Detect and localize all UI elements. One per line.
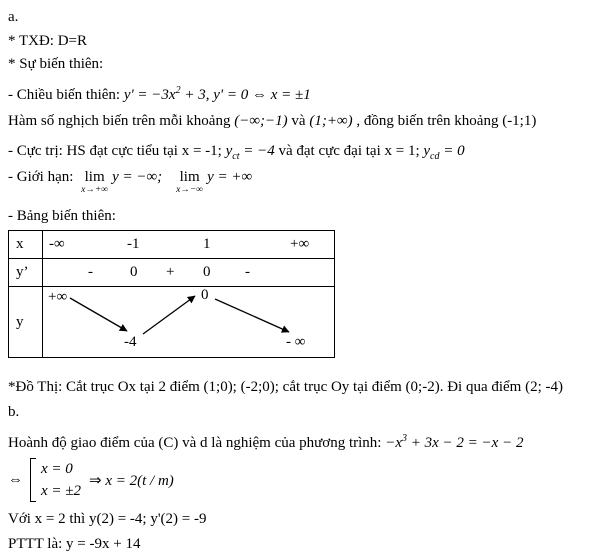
left-bracket [30,458,36,502]
interval-2: (1;+∞) [309,113,353,129]
row-yprime-values [43,259,334,286]
implication [89,471,174,490]
derivative-formula: y' = −3x [123,87,176,103]
x-pos-inf: +∞ [290,236,310,252]
row-y-header: y [9,287,43,357]
line-cuc-tri [8,136,592,166]
line-pttt: PTTT là: y = -9x + 14 [8,536,141,552]
variation-table [8,230,335,358]
x-minus-1: -1 [127,236,140,252]
case-1: x = 0 [41,461,73,477]
gioi-han-label: - Giới hạn: [8,169,78,185]
and-text: và [287,113,310,129]
limit-2 [176,170,203,196]
table-row-y [9,287,334,357]
yprime-sign-2: + [166,264,175,280]
limit-2-result: y = +∞ [207,169,253,185]
yprime-sign-3: - [245,264,250,280]
x-neg-inf: -∞ [49,236,65,252]
y-ct-var: y [225,143,233,159]
monotonicity-text-rest: , đồng biến trên khoảng (-1;1) [352,113,537,129]
interval-1: (−∞;−1) [234,113,288,129]
table-row-yprime [9,259,334,287]
line-voi-x2: Với x = 2 thì y(2) = -4; y'(2) = -9 [8,511,207,527]
solution-cases [41,458,81,502]
cubic-equation-rest: + 3x − 2 = −x − 2 [407,435,524,451]
line-part-b: b. [8,404,20,420]
row-x-values [43,231,334,258]
line-monotonicity [8,106,592,136]
row-yprime-header: y’ [9,259,43,286]
line-do-thi: *Đồ Thị: Cắt trục Ox tại 2 điểm (1;0); (-2;0); cắt trục Oy tại điểm (0;-2). Đi qua điểm (2; -4) [8,379,563,395]
row-x-header: x [9,231,43,258]
lim-1-under: x→+∞ [81,185,109,195]
y-min-value: -4 [124,334,137,350]
y-cd-var: y [423,143,431,159]
exponent: 2 [175,85,181,96]
cd-subscript: cd [430,151,440,162]
y-cd-value: = 0 [439,143,465,159]
line-hoanh-do [8,424,592,454]
line-chieu-bien-thien [8,76,592,106]
cuc-dai-text: và đạt cực đại tại x = 1; [278,143,424,159]
case-2: x = ±2 [41,483,82,499]
derivative-formula-rest: + 3, y' = 0 ⇔ x = ±1 [180,87,311,103]
implication-expr: x = 2(t / m) [105,472,174,489]
hoanh-do-text: Hoành độ giao điểm của (C) và d là nghiệm của phương trình: [8,435,386,451]
y-ct-value: = −4 [239,143,279,159]
line-su-bien-thien: * Sự biến thiên: [8,56,104,72]
lim-word: lim [84,169,105,185]
monotonicity-text: Hàm số nghịch biến trên mỗi khoảng [8,113,235,129]
lim-word: lim [179,169,200,185]
lim-2-under: x→−∞ [176,185,204,195]
implies-symbol: ⇒ [89,472,106,489]
line-domain: * TXĐ: D=R [8,33,88,49]
line-gioi-han [8,166,592,204]
yprime-zero-2: 0 [203,264,211,280]
iff-symbol: ⇔ [8,471,23,488]
line-part-a: a. [8,9,19,25]
y-max-value: 0 [201,287,209,303]
yprime-zero-1: 0 [130,264,138,280]
solution-system [8,454,592,506]
limit-1-result: y = −∞; [112,169,163,185]
cubic-equation: −x [385,435,403,451]
line-bbt-label: - Bảng biến thiên: [8,208,116,224]
y-pos-inf: +∞ [48,289,68,305]
ct-subscript: ct [232,151,240,162]
chieu-bien-thien-label: - Chiều biến thiên: [8,87,124,103]
yprime-sign-1: - [88,264,93,280]
x-plus-1: 1 [203,236,211,252]
cubic-exponent: 3 [402,433,408,444]
row-y-values [43,287,334,357]
y-neg-inf: - ∞ [286,334,306,350]
limit-1 [81,170,108,196]
cuc-tri-text: - Cực trị: HS đạt cực tiểu tại x = -1; [8,143,226,159]
table-row-x [9,231,334,259]
